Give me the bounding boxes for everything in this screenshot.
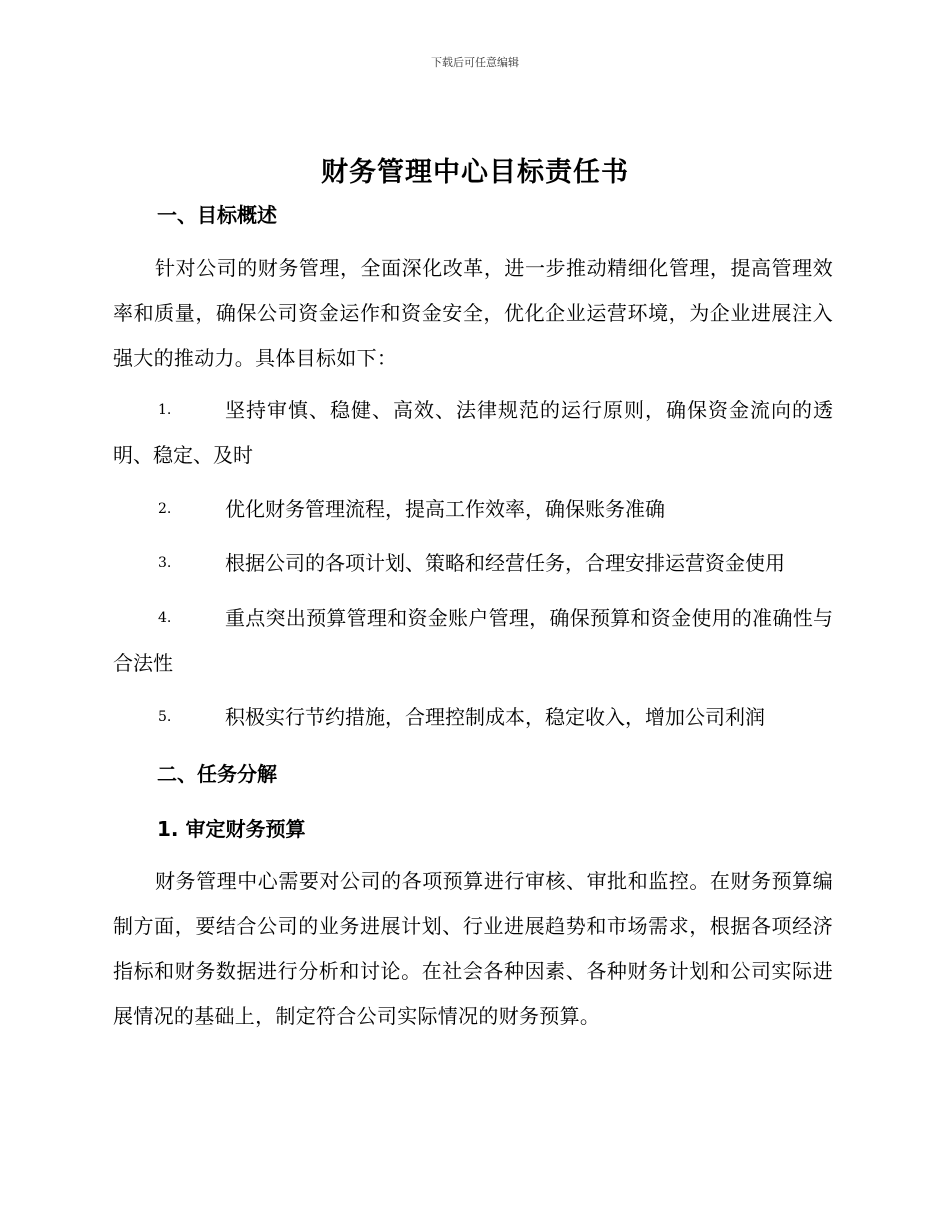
goal-item	[113, 388, 833, 478]
goal-number: 1.	[158, 402, 172, 418]
goal-text: 重点突出预算管理和资金账户管理，确保预算和资金使用的准确性与合法性	[113, 606, 833, 675]
goal-item	[113, 487, 833, 532]
header-note: 下载后可任意编辑	[431, 56, 519, 69]
goal-number: 5.	[158, 709, 172, 725]
goal-text: 优化财务管理流程，提高工作效率，确保账务准确	[225, 497, 665, 521]
goal-text: 积极实行节约措施，合理控制成本，稳定收入，增加公司利润	[225, 705, 765, 729]
section-heading-overview: 一、目标概述	[157, 203, 277, 227]
goal-item	[113, 596, 833, 686]
goal-number: 2.	[158, 501, 172, 517]
budget-paragraph: 财务管理中心需要对公司的各项预算进行审核、审批和监控。在财务预算编制方面，要结合公司的业务进展计划、行业进展趋势和市场需求，根据各项经济指标和财务数据进行分析和讨论。在社会各种因素、各种财务计划和公司实际进展情况的基础上，制定符合公司实际情况的财务预算。	[113, 869, 833, 1028]
goal-number: 3.	[158, 555, 172, 571]
section-heading-tasks: 二、任务分解	[157, 762, 277, 786]
subsection-heading-budget: 1. 审定财务预算	[157, 817, 306, 841]
goal-item	[113, 695, 833, 740]
goal-text: 坚持审慎、稳健、高效、法律规范的运行原则，确保资金流向的透明、稳定、及时	[113, 398, 833, 467]
document-title: 财务管理中心目标责任书	[321, 157, 629, 188]
goal-number: 4.	[158, 610, 172, 626]
overview-paragraph: 针对公司的财务管理，全面深化改革，进一步推动精细化管理，提高管理效率和质量，确保公司资金运作和资金安全，优化企业运营环境，为企业进展注入强大的推动力。具体目标如下：	[113, 256, 833, 370]
goal-item	[113, 541, 833, 586]
goal-text: 根据公司的各项计划、策略和经营任务，合理安排运营资金使用	[225, 551, 785, 575]
